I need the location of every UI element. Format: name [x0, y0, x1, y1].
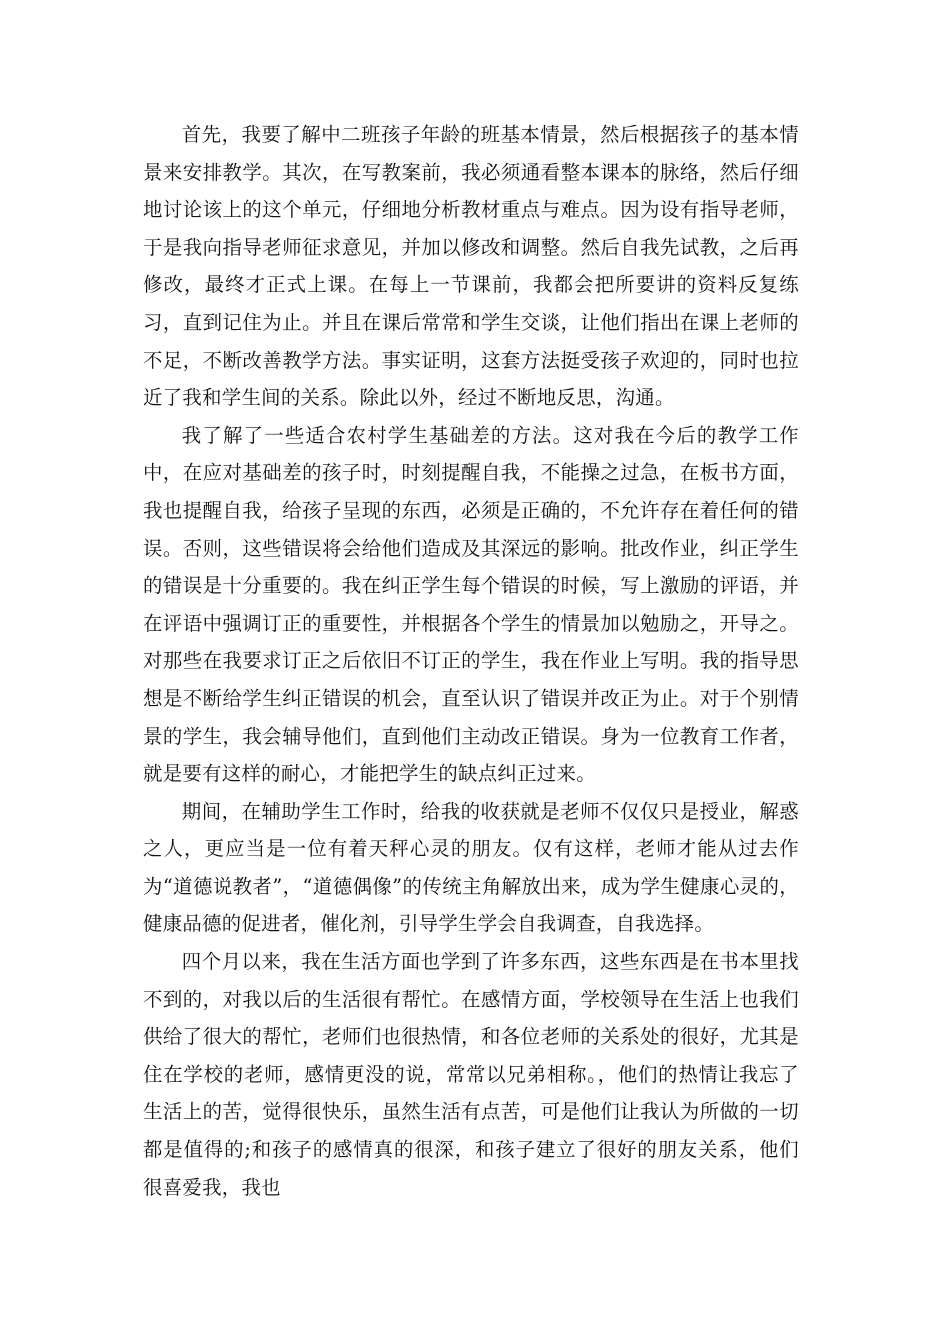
paragraph-1: 首先，我要了解中二班孩子年龄的班基本情景，然后根据孩子的基本情景来安排教学。其次，在写教案前，我必须通看整本课本的脉络，然后仔细地讨论该上的这个单元，仔细地分析教材重点与难点。因为设有指导老师，于是我向指导老师征求意见，并加以修改和调整。然后自我先试教，之后再修改，最终才正式上课。在每上一节课前，我都会把所要讲的资料反复练习，直到记住为止。并且在课后常常和学生交谈，让他们指出在课上老师的不足，不断改善教学方法。事实证明，这套方法挺受孩子欢迎的，同时也拉近了我和学生间的关系。除此以外，经过不断地反思，沟通。	[143, 123, 799, 410]
paragraph-3: 期间，在辅助学生工作时，给我的收获就是老师不仅仅只是授业，解惑之人，更应当是一位有着天秤心灵的朋友。仅有这样，老师才能从过去作为“道德说教者”，“道德偶像”的传统主角解放出来，成为学生健康心灵的，健康品德的促进者，催化剂，引导学生学会自我调查，自我选择。	[143, 799, 799, 936]
paragraph-4: 四个月以来，我在生活方面也学到了许多东西，这些东西是在书本里找不到的，对我以后的生活很有帮忙。在感情方面，学校领导在生活上也我们供给了很大的帮忙，老师们也很热情，和各位老师的关系处的很好，尤其是住在学校的老师，感情更没的说，常常以兄弟相称。，他们的热情让我忘了生活上的苦，觉得很快乐，虽然生活有点苦，可是他们让我认为所做的一切都是值得的;和孩子的感情真的很深，和孩子建立了很好的朋友关系，他们很喜爱我，我也	[143, 950, 799, 1199]
paragraph-2: 我了解了一些适合农村学生基础差的方法。这对我在今后的教学工作中，在应对基础差的孩子时，时刻提醒自我，不能操之过急，在板书方面，我也提醒自我，给孩子呈现的东西，必须是正确的，不允许存在着任何的错误。否则，这些错误将会给他们造成及其深远的影响。批改作业，纠正学生的错误是十分重要的。我在纠正学生每个错误的时候，写上激励的评语，并在评语中强调订正的重要性，并根据各个学生的情景加以勉励之，开导之。对那些在我要求订正之后依旧不订正的学生，我在作业上写明。我的指导思想是不断给学生纠正错误的机会，直至认识了错误并改正为止。对于个别情景的学生，我会辅导他们，直到他们主动改正错误。身为一位教育工作者，就是要有这样的耐心，才能把学生的缺点纠正过来。	[143, 423, 799, 786]
document-body	[143, 116, 799, 1206]
